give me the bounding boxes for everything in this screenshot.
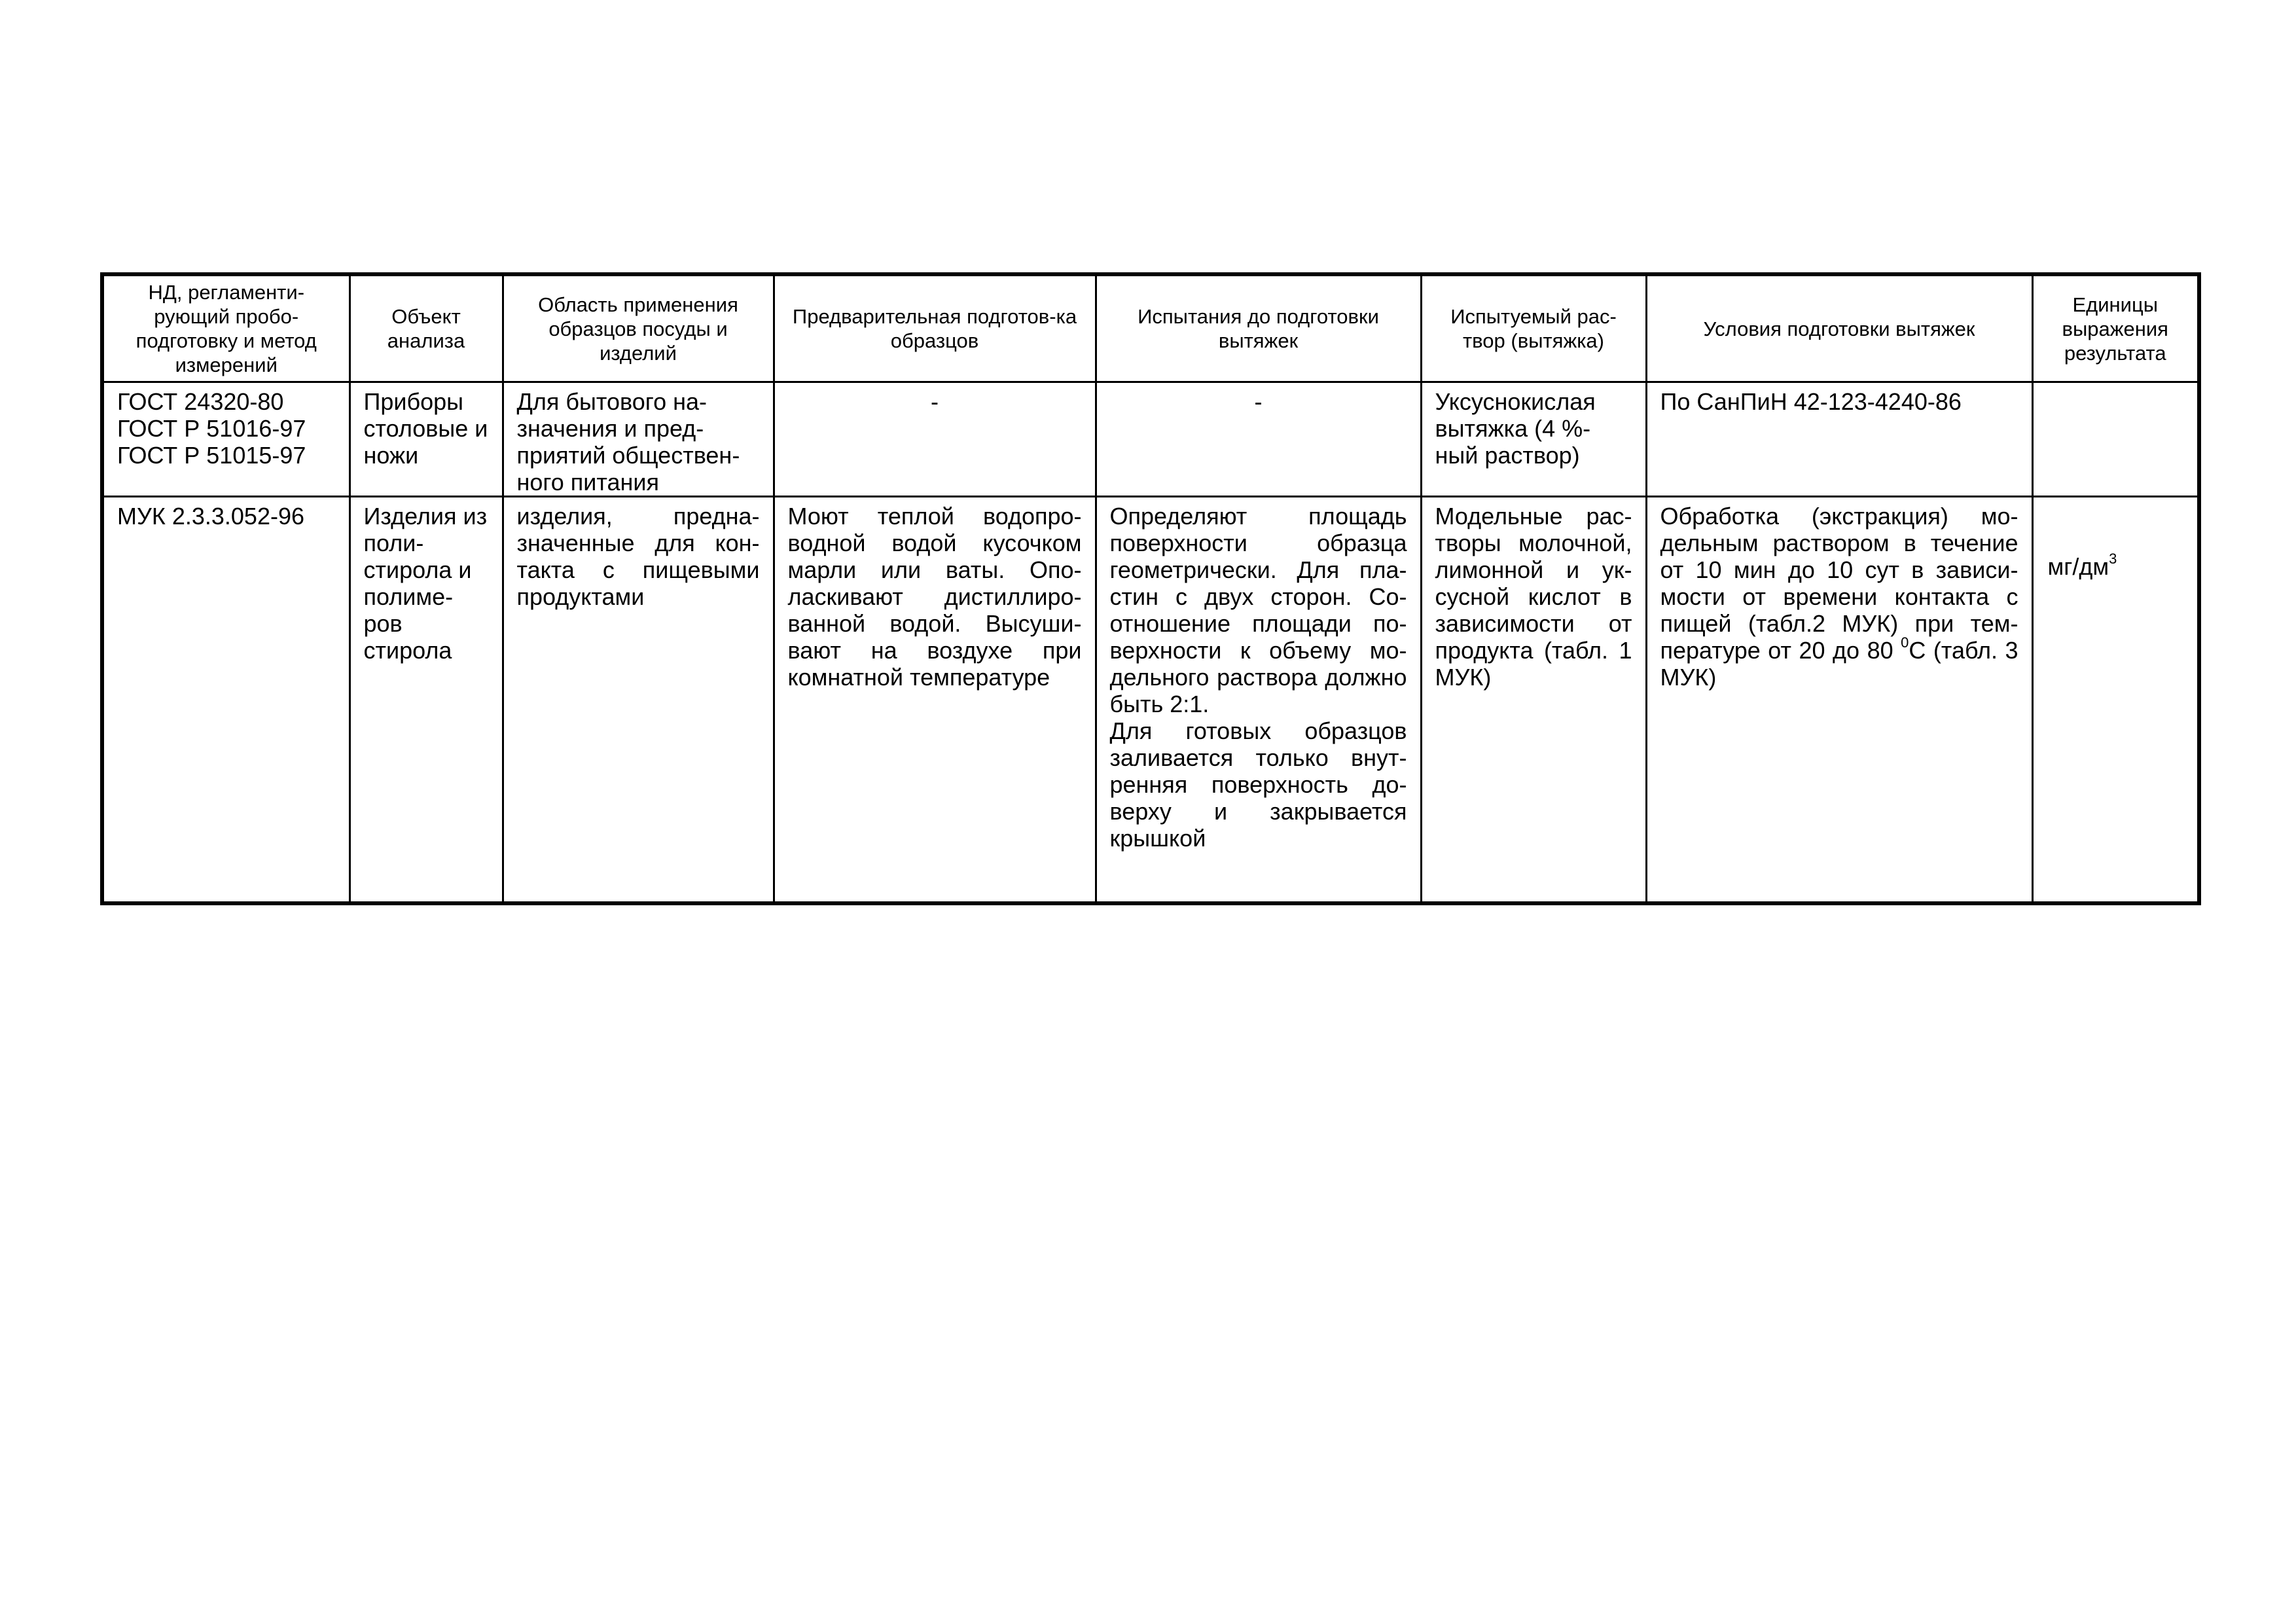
- cell-prep: Моют теплой водопро-водной водой кусочком марли или ваты. Опо-ласкивают дистиллиро-ванной водой. Высуши-вают на воздухе при комнатной температуре: [774, 497, 1096, 904]
- table-row: [102, 497, 2199, 904]
- conditions-text: Обработка (экстракция) мо-дельным раствором в течение от 10 мин до 10 сут в зависи-мости от времени контакта с пищей (табл.2 МУК) при тем-пературе от 20 до 80: [1660, 503, 2018, 664]
- cell-object: Изделия из поли-стирола и полиме-ров стирола: [350, 497, 503, 904]
- conditions-text-end: С (табл. 3 МУК): [1660, 637, 2018, 691]
- table-row: [102, 382, 2199, 497]
- header-unit: Единицы выражения результата: [2032, 274, 2199, 382]
- nd-line: ГОСТ Р 51015-97: [117, 442, 306, 469]
- tests-paragraph-1: Определяют площадь поверхности образца геометрически. Для пла-стин с двух сторон. Со-отношение площади по-верхности к объему мо-дельного раствора должно быть 2:1.: [1109, 503, 1407, 717]
- header-solution: Испытуемый рас-твор (вытяжка): [1421, 274, 1646, 382]
- cell-conditions: По СанПиН 42-123-4240-86: [1646, 382, 2032, 497]
- cell-unit: [2032, 382, 2199, 497]
- cell-scope: изделия, предна-значенные для кон-такта с пищевыми продуктами: [503, 497, 774, 904]
- cell-unit: [2032, 497, 2199, 904]
- header-row: [102, 274, 2199, 382]
- unit-base: мг/дм: [2047, 553, 2109, 580]
- cell-nd: [102, 382, 350, 497]
- degree-superscript: 0: [1901, 634, 1909, 651]
- cell-conditions: [1646, 497, 2032, 904]
- methods-table: [100, 272, 2201, 905]
- unit-superscript: 3: [2109, 550, 2117, 567]
- cell-tests: -: [1096, 382, 1421, 497]
- cell-object: Приборы столовые и ножи: [350, 382, 503, 497]
- header-scope: Область применения образцов посуды и изделий: [503, 274, 774, 382]
- header-prep: Предварительная подготов-ка образцов: [774, 274, 1096, 382]
- header-nd: НД, регламенти-рующий пробо-подготовку и метод измерений: [102, 274, 350, 382]
- cell-nd: [102, 497, 350, 904]
- cell-tests: [1096, 497, 1421, 904]
- cell-solution: Уксуснокислая вытяжка (4 %-ный раствор): [1421, 382, 1646, 497]
- header-conditions: Условия подготовки вытяжек: [1646, 274, 2032, 382]
- nd-line: ГОСТ Р 51016-97: [117, 415, 306, 442]
- header-object: Объект анализа: [350, 274, 503, 382]
- cell-solution: Модельные рас-творы молочной, лимонной и ук-сусной кислот в зависимости от продукта (табл. 1 МУК): [1421, 497, 1646, 904]
- cell-scope: Для бытового на-значения и пред-приятий обществен-ного питания: [503, 382, 774, 497]
- cell-prep: -: [774, 382, 1096, 497]
- tests-paragraph-2: Для готовых образцов заливается только внут-ренняя поверхность до-верху и закрывается крышкой: [1109, 717, 1407, 852]
- nd-line: МУК 2.3.3.052-96: [117, 503, 304, 530]
- nd-line: ГОСТ 24320-80: [117, 388, 284, 415]
- header-tests: Испытания до подготовки вытяжек: [1096, 274, 1421, 382]
